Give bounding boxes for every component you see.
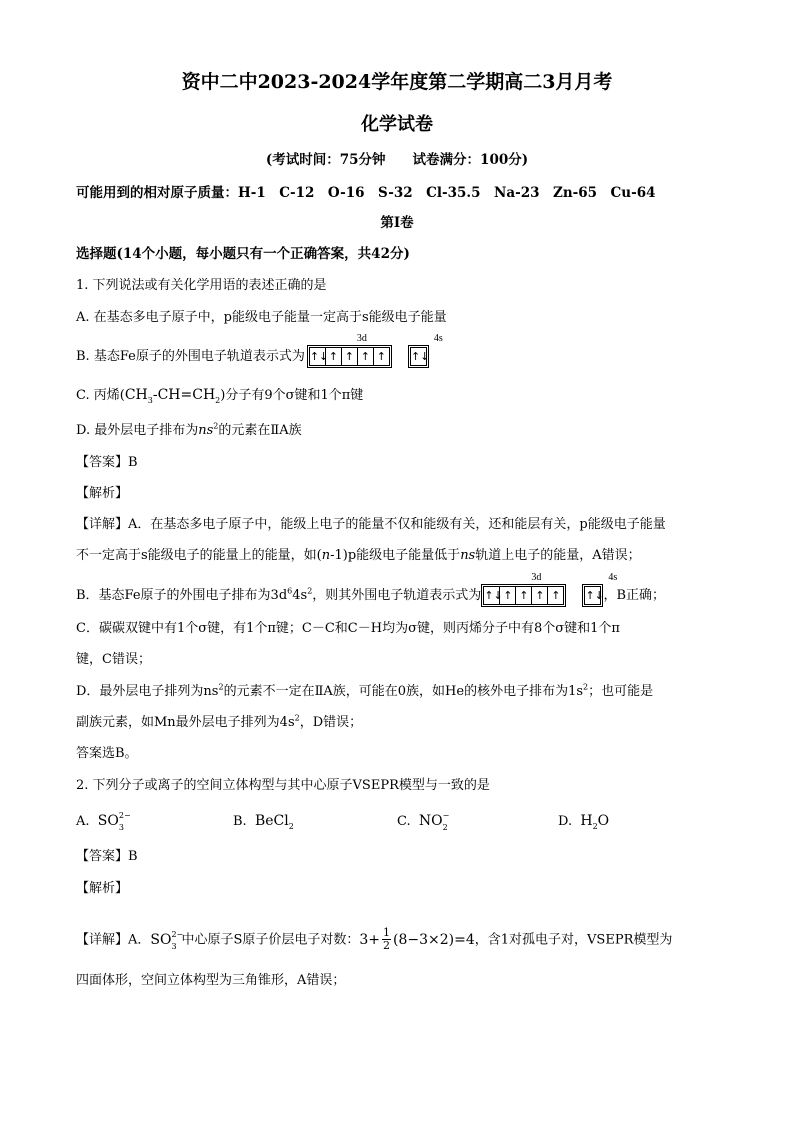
formula-sub: 3 [147, 395, 153, 405]
orbital-cell: ↑ [357, 347, 374, 366]
sulfite-formula: SO 2− 3 [150, 929, 184, 951]
orbital-4s-label: 4s [608, 572, 618, 583]
formula-sub: 2 [592, 821, 598, 831]
fraction-denominator: 2 [383, 939, 391, 952]
q1-d-prefix: D. 最外层电子排布为 [76, 423, 199, 438]
q2-option-a [76, 812, 129, 831]
q1-d-suffix: 的元素在ⅡA族 [218, 423, 302, 438]
q1-c-prefix: C. 丙烯( [76, 388, 125, 403]
exam-title: 资中二中2023-2024学年度第二学期高二3月月考 [181, 71, 613, 93]
formula-text: H [580, 813, 593, 829]
q1-detail-line [76, 547, 641, 565]
water-formula [580, 813, 609, 829]
q1-detail-line [76, 683, 653, 701]
superscript: 2 [213, 421, 219, 431]
q1-detail-line: C．碳碳双键中有1个σ键，有1个π键；C－C和C－H均为σ键，则丙烯分子中有8个σ键和1个π [76, 621, 620, 636]
superscript: 6 [287, 586, 293, 596]
q1-option-c [76, 386, 363, 405]
formula-text: -CH=CH [152, 387, 216, 403]
text-run: ，D错误； [299, 715, 363, 730]
option-label: D. [558, 814, 573, 829]
orbital-4s-box [408, 345, 429, 368]
text-run: 的元素不一定在ⅡA族，可能在0族，如He的核外电子排布为1s [223, 684, 584, 699]
text-run: D．最外层电子排列为ns [76, 684, 219, 699]
orbital-diagram [481, 572, 618, 607]
formula-text: BeCl [254, 813, 289, 829]
volume-label: 第Ⅰ卷 [380, 215, 414, 231]
q1-stem: 1. 下列说法或有关化学用语的表述正确的是 [76, 278, 327, 293]
q1-c-suffix: )分子有9个σ键和1个π键 [220, 388, 364, 403]
superscript: 2 [307, 586, 313, 596]
q1-option-b [76, 333, 443, 368]
ns-symbol: ns [198, 423, 214, 438]
q2-analysis-label: 【解析】 [76, 881, 129, 896]
q1-answer: 【答案】B [76, 455, 138, 470]
q2-detail-line [76, 927, 672, 952]
q2-stem: 2. 下列分子或离子的空间立体构型与其中心原子VSEPR模型与一致的是 [76, 778, 490, 793]
q1-option-a: A. 在基态多电子原子中，p能级电子能量一定高于s能级电子能量 [76, 310, 447, 325]
q1-option-d [76, 422, 302, 440]
orbital-cell: ↑↓ [309, 347, 326, 366]
q1-detail-line [76, 714, 362, 732]
orbital-diagram [307, 333, 443, 368]
formula-text: O [597, 813, 610, 829]
option-label: C. [397, 814, 411, 829]
text-run: 轨道上电子的能量，A错误； [475, 548, 641, 563]
q2-option-d [558, 812, 609, 831]
orbital-cell: ↑ [341, 347, 358, 366]
fraction-numerator: 1 [383, 926, 391, 939]
orbital-cell: ↑ [499, 586, 516, 605]
section-heading: 选择题(14个小题，每小题只有一个正确答案，共42分) [76, 246, 410, 262]
option-label: B. [233, 814, 247, 829]
orbital-3d-label: 3d [356, 333, 367, 344]
q1-conclusion: 答案选B。 [76, 746, 138, 761]
formula-text: SO [150, 931, 172, 948]
q1-option-b-text: B. 基态Fe原子的外围电子轨道表示式为 [76, 349, 305, 364]
q2-detail-line: 四面体形，空间立体构型为三角锥形，A错误； [76, 973, 346, 988]
orbital-3d-label: 3d [531, 572, 542, 583]
q1-detail-line: 【详解】A．在基态多电子原子中，能级上电子的能量不仅和能级有关，还和能层有关，p能级电子能量 [76, 517, 666, 532]
orbital-cell: ↑ [325, 347, 342, 366]
text-run: ，则其外围电子轨道表示式为 [312, 588, 482, 603]
formula-sub: 2 [288, 821, 294, 831]
text-run: ；也可能是 [588, 684, 654, 699]
formula-text: CH [124, 387, 148, 403]
orbital-cell: ↑ [515, 586, 532, 605]
superscript: 2 [583, 682, 589, 692]
orbital-cell: ↑↓ [584, 586, 601, 605]
superscript: 2 [218, 682, 224, 692]
text-run: ，含1对孤电子对，VSEPR模型为 [474, 932, 673, 948]
orbital-cell: ↑↓ [483, 586, 500, 605]
formula-text: SO [97, 813, 119, 829]
orbital-3d-box [481, 584, 566, 607]
formula-sub: 2 [215, 395, 221, 405]
text-run: 【详解】A． [76, 932, 151, 948]
superscript: 2 [294, 713, 300, 723]
formula-text: NO [418, 813, 443, 829]
sulfite-formula: SO 2− 3 [97, 811, 131, 832]
nitrite-formula: NO − 2 [418, 811, 450, 832]
option-label: A. [76, 814, 90, 829]
exam-info: (考试时间：75分钟 试卷满分：100分) [265, 152, 529, 168]
text-run: 4s [292, 588, 308, 603]
subject-title: 化学试卷 [361, 114, 433, 135]
text-run: B．基态Fe原子的外围电子排布为3d [76, 588, 288, 603]
orbital-3d-box [307, 345, 392, 368]
q2-answer: 【答案】B [76, 849, 138, 864]
text-run: 不一定高于s能级电子的能量上的能量，如( [76, 548, 322, 563]
orbital-cell: ↑ [547, 586, 564, 605]
q2-option-b [233, 812, 294, 831]
orbital-4s-box [582, 584, 603, 607]
text-run: -1)p能级电子能量低于 [330, 548, 461, 563]
n-symbol: n [321, 548, 331, 563]
atomic-masses: 可能用到的相对原子质量：H-1 C-12 O-16 S-32 Cl-35.5 Na-23 Zn-65 Cu-64 [76, 185, 656, 201]
orbital-4s-label: 4s [433, 333, 443, 344]
fraction [382, 927, 391, 952]
q1-detail-line: 键，C错误； [76, 652, 151, 667]
orbital-cell: ↑ [373, 347, 390, 366]
text-run: 中心原子S原子价层电子对数： [181, 932, 360, 948]
electron-pair-calc [359, 926, 475, 952]
calc-text: 3+ [359, 931, 381, 948]
ns-symbol: ns [460, 548, 476, 563]
orbital-cell: ↑ [531, 586, 548, 605]
q1-detail-line [76, 572, 666, 607]
becl2-formula [255, 813, 294, 829]
propene-formula [125, 387, 220, 403]
q2-option-c [397, 812, 451, 831]
q1-analysis-label: 【解析】 [76, 486, 129, 501]
text-run: ，B正确； [603, 588, 666, 603]
text-run: 副族元素，如Mn最外层电子排列为4s [76, 715, 295, 730]
calc-text: (8−3×2)=4 [393, 931, 475, 948]
orbital-cell: ↑↓ [410, 347, 427, 366]
